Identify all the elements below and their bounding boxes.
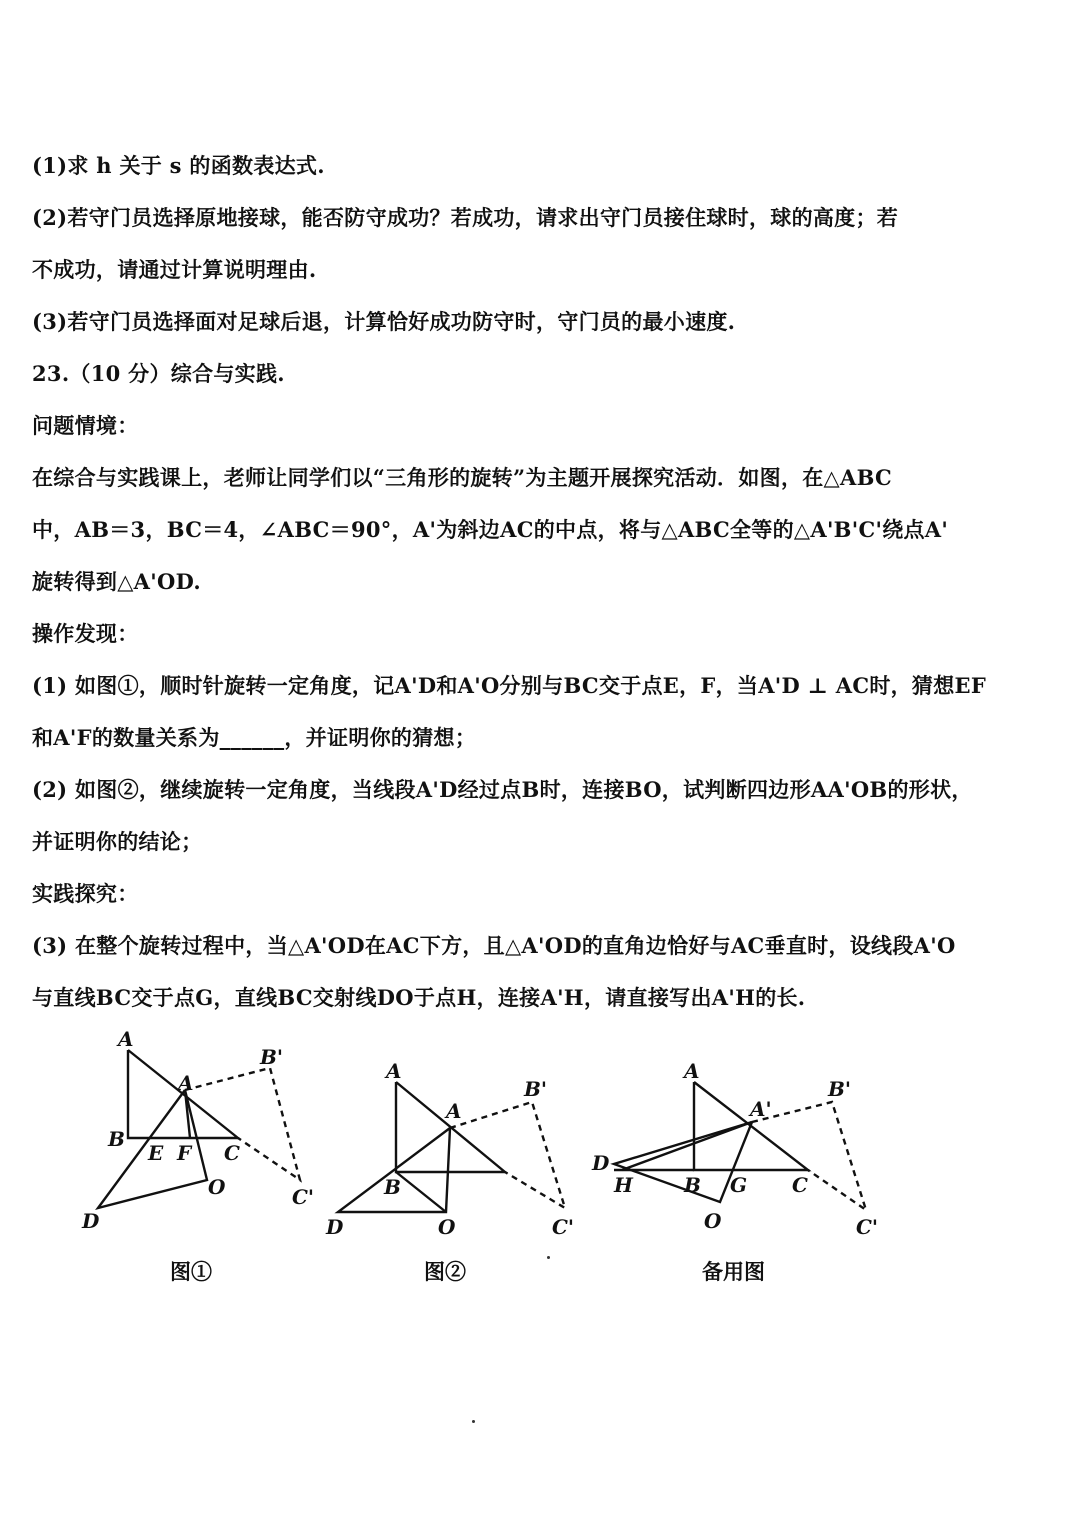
fig3-label-o: O [704,1209,722,1233]
fig1-label-b-prime: B' [260,1045,284,1069]
question-23-title: 23.（10 分）综合与实践. [32,361,285,386]
part-3-text-cont: 与直线BC交于点G，直线BC交射线DO于点H，连接A'H，请直接写出A'H的长. [32,985,806,1010]
figure-1-caption: 图① [170,1259,212,1284]
fig3-segment-a-h [622,1122,752,1170]
geometry-figures [0,1020,1080,1310]
fig1-label-a-prime: A [178,1071,194,1095]
problem-text-3: 旋转得到△A'OD. [32,569,201,594]
fig1-labels [81,1027,314,1233]
fig3-label-b-prime: B' [828,1077,852,1101]
section-problem-situation: 问题情境： [32,413,139,438]
fig1-label-f: F [177,1141,192,1165]
fig2-label-b-prime: B' [524,1077,548,1101]
fig2-dashed-ab1c1 [450,1102,565,1208]
fig3-label-b: B [684,1173,701,1197]
scan-speck [472,1420,475,1423]
question-22-part-2: (2)若守门员选择原地接球，能否防守成功？若成功，请求出守门员接住球时，球的高度；若 [32,205,899,230]
fig1-label-c-prime: C' [292,1185,315,1209]
fig1-label-c: C [224,1141,240,1165]
fig3-label-c: C [792,1173,808,1197]
fig3-label-c-prime: C' [856,1215,879,1239]
fig2-label-a-prime: A [446,1099,462,1123]
fig1-label-e: E [148,1141,164,1165]
fig3-label-d: D [592,1151,610,1175]
fig2-triangle-aod [338,1128,450,1212]
problem-text-1: 在综合与实践课上，老师让同学们以“三角形的旋转”为主题开展探究活动．如图，在△ABC [32,465,893,490]
fig3-labels [591,1059,878,1239]
fig3-label-h: H [614,1173,633,1197]
question-22-part-3: (3)若守门员选择面对足球后退，计算恰好成功防守时，守门员的最小速度. [32,309,736,334]
part-2-text-cont: 并证明你的结论； [32,829,203,854]
fig2-label-c-prime: C' [552,1215,575,1239]
fig2-label-a: A [386,1059,402,1083]
question-22-part-1: (1)求 h 关于 s 的函数表达式. [32,153,325,178]
part-1-text-cont: 和A'F的数量关系为______，并证明你的猜想； [32,725,477,750]
part-3-text: (3) 在整个旋转过程中，当△A'OD在AC下方，且△A'OD的直角边恰好与AC垂直时，设线段A'O [32,933,956,958]
fig1-label-d: D [82,1209,100,1233]
question-22-part-2-cont: 不成功，请通过计算说明理由. [32,257,317,282]
fig2-label-b: B [384,1175,401,1199]
fig2-label-o: O [438,1215,456,1239]
figure-1 [98,1050,300,1208]
fig3-label-a-prime: A' [750,1097,772,1121]
fig1-label-a: A [118,1027,134,1051]
fig3-label-g: G [730,1173,748,1197]
scan-speck [547,1256,550,1259]
figure-2-caption: 图② [424,1259,466,1284]
fig3-label-a: A [684,1059,700,1083]
figure-3-caption: 备用图 [702,1259,765,1284]
section-operation-discovery: 操作发现： [32,621,139,646]
fig1-label-b: B [108,1127,125,1151]
section-practice-exploration: 实践探究： [32,881,139,906]
fig1-label-o: O [208,1175,226,1199]
figures-row [0,1020,1080,1310]
part-2-text: (2) 如图②，继续旋转一定角度，当线段A'D经过点B时，连接BO，试判断四边形AA'OB的形状， [32,777,973,802]
problem-text-2: 中，AB＝3，BC＝4，∠ABC＝90°，A'为斜边AC的中点，将与△ABC全等的△A'B'C'绕点A' [32,517,949,542]
fig2-label-d: D [326,1215,344,1239]
fig2-segment-bo [396,1172,446,1212]
part-1-text: (1) 如图①，顺时针旋转一定角度，记A'D和A'O分别与BC交于点E，F，当A'D ⊥ AC时，猜想EF [32,673,987,698]
